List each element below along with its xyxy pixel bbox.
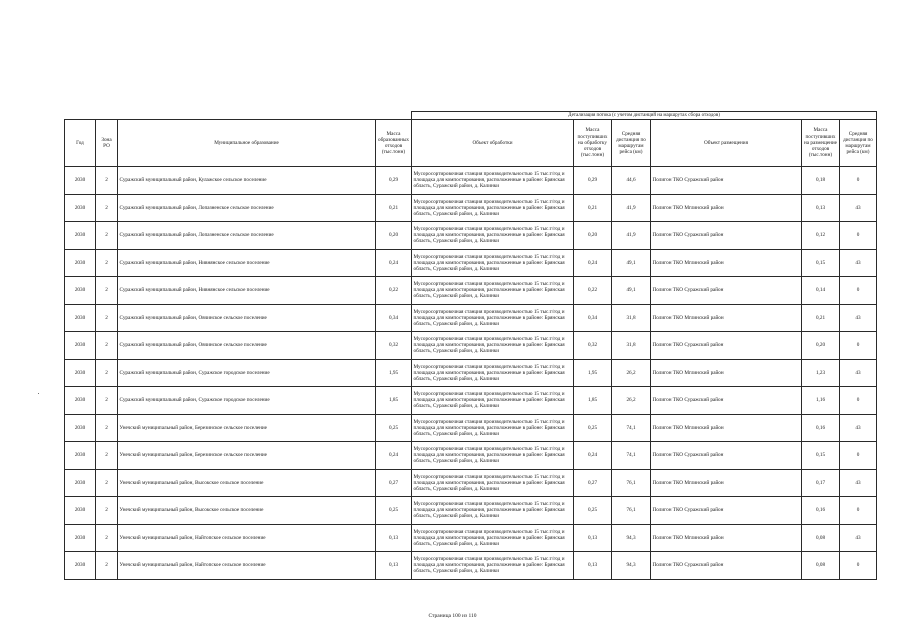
cell-avg-distance-placement: 0 — [840, 277, 877, 305]
cell-placement-object: Полигон ТКО Мглинский район — [651, 524, 802, 552]
cell-avg-distance-processing: 94,3 — [612, 524, 651, 552]
header-mass-to-processing: Масса поступивших на обработку отходов (тыс.тонн) — [574, 120, 612, 167]
cell-processing-object: Мусоросортировочная станция производительностью 15 тыс.т/год и площадка для компостирования, расположенные в районе: Брянская область, Суражский район, д. Калинки — [412, 277, 574, 305]
cell-municipality: Суражский муниципальный район, Овчинское сельское поселение — [118, 332, 376, 360]
cell-mass-generated: 0,21 — [376, 194, 412, 222]
cell-placement-object: Полигон ТКО Мглинский район — [651, 304, 802, 332]
cell-mass-generated: 0,13 — [376, 552, 412, 580]
header-avg-distance-placement: Средняя дистанция по маршрутам рейса (км) — [840, 120, 877, 167]
table-row — [65, 332, 877, 360]
cell-placement-object: Полигон ТКО Суражский район — [651, 167, 802, 195]
cell-avg-distance-processing: 74,1 — [612, 442, 651, 470]
cell-avg-distance-placement: 0 — [840, 387, 877, 415]
cell-municipality: Суражский муниципальный район, Суражское городское поселение — [118, 359, 376, 387]
header-avg-distance-processing: Средняя дистанция по маршрутам рейса (км) — [612, 120, 651, 167]
cell-avg-distance-processing: 31,8 — [612, 304, 651, 332]
cell-avg-distance-placement: 43 — [840, 524, 877, 552]
cell-municipality: Суражский муниципальный район, Суражское городское поселение — [118, 387, 376, 415]
cell-municipality: Унечский муниципальный район, Березинское сельское поселение — [118, 414, 376, 442]
cell-placement-object: Полигон ТКО Мглинский район — [651, 249, 802, 277]
cell-processing-object: Мусоросортировочная станция производительностью 15 тыс.т/год и площадка для компостирования, расположенные в районе: Брянская область, Суражский район, д. Калинки — [412, 442, 574, 470]
cell-avg-distance-placement: 0 — [840, 332, 877, 360]
cell-year: 2030 — [65, 524, 96, 552]
cell-mass-to-placement: 0,20 — [802, 332, 840, 360]
cell-zone: 2 — [96, 304, 118, 332]
cell-placement-object: Полигон ТКО Мглинский район — [651, 469, 802, 497]
cell-mass-to-placement: 0,16 — [802, 497, 840, 525]
table-row — [65, 469, 877, 497]
header-zone: Зона РО — [96, 120, 118, 167]
cell-placement-object: Полигон ТКО Суражский район — [651, 222, 802, 250]
cell-mass-to-processing: 0,29 — [574, 167, 612, 195]
cell-municipality: Суражский муниципальный район, Лопазненское сельское поселение — [118, 194, 376, 222]
cell-avg-distance-processing: 44,6 — [612, 167, 651, 195]
cell-mass-generated: 0,27 — [376, 469, 412, 497]
cell-municipality: Унечский муниципальный район, Найтопское сельское поселение — [118, 552, 376, 580]
cell-avg-distance-processing: 49,1 — [612, 277, 651, 305]
cell-avg-distance-processing: 26,2 — [612, 387, 651, 415]
cell-processing-object: Мусоросортировочная станция производительностью 15 тыс.т/год и площадка для компостирования, расположенные в районе: Брянская область, Суражский район, д. Калинки — [412, 469, 574, 497]
cell-municipality: Унечский муниципальный район, Березинское сельское поселение — [118, 442, 376, 470]
cell-processing-object: Мусоросортировочная станция производительностью 15 тыс.т/год и площадка для компостирования, расположенные в районе: Брянская область, Суражский район, д. Калинки — [412, 414, 574, 442]
table-body — [65, 167, 877, 580]
cell-mass-to-processing: 0,25 — [574, 497, 612, 525]
cell-avg-distance-processing: 31,8 — [612, 332, 651, 360]
cell-placement-object: Полигон ТКО Мглинский район — [651, 414, 802, 442]
cell-mass-generated: 0,25 — [376, 414, 412, 442]
cell-placement-object: Полигон ТКО Суражский район — [651, 387, 802, 415]
cell-avg-distance-placement: 43 — [840, 414, 877, 442]
cell-year: 2030 — [65, 469, 96, 497]
header-placement-object: Объект размещения — [651, 120, 802, 167]
cell-zone: 2 — [96, 497, 118, 525]
cell-year: 2030 — [65, 332, 96, 360]
cell-year: 2030 — [65, 442, 96, 470]
cell-avg-distance-placement: 0 — [840, 552, 877, 580]
cell-mass-to-processing: 1,95 — [574, 359, 612, 387]
cell-avg-distance-placement: 0 — [840, 167, 877, 195]
cell-mass-to-processing: 0,13 — [574, 552, 612, 580]
cell-municipality: Унечский муниципальный район, Найтопское сельское поселение — [118, 524, 376, 552]
cell-mass-to-processing: 0,24 — [574, 442, 612, 470]
cell-mass-to-placement: 0,15 — [802, 442, 840, 470]
cell-placement-object: Полигон ТКО Суражский район — [651, 277, 802, 305]
cell-zone: 2 — [96, 469, 118, 497]
cell-mass-to-processing: 0,20 — [574, 222, 612, 250]
cell-placement-object: Полигон ТКО Суражский район — [651, 442, 802, 470]
cell-mass-to-processing: 0,25 — [574, 414, 612, 442]
table-row — [65, 497, 877, 525]
cell-mass-to-placement: 0,08 — [802, 524, 840, 552]
header-mass-to-placement: Масса поступивших на размещение отходов (тыс.тонн) — [802, 120, 840, 167]
table-row — [65, 442, 877, 470]
cell-avg-distance-processing: 41,9 — [612, 194, 651, 222]
cell-mass-to-processing: 0,32 — [574, 332, 612, 360]
cell-mass-to-processing: 0,21 — [574, 194, 612, 222]
table-row — [65, 167, 877, 195]
cell-mass-to-placement: 0,18 — [802, 167, 840, 195]
cell-mass-generated: 1,85 — [376, 387, 412, 415]
cell-year: 2030 — [65, 304, 96, 332]
cell-mass-to-processing: 1,85 — [574, 387, 612, 415]
page-footer: Страница 100 из 110 — [428, 613, 477, 619]
cell-mass-to-placement: 0,12 — [802, 222, 840, 250]
cell-avg-distance-placement: 0 — [840, 497, 877, 525]
cell-mass-to-placement: 0,15 — [802, 249, 840, 277]
cell-mass-to-placement: 1,16 — [802, 387, 840, 415]
header-processing-object: Объект обработки — [412, 120, 574, 167]
header-year: Год — [65, 120, 96, 167]
cell-placement-object: Полигон ТКО Мглинский район — [651, 194, 802, 222]
cell-avg-distance-processing: 41,9 — [612, 222, 651, 250]
cell-mass-generated: 0,34 — [376, 304, 412, 332]
cell-mass-to-processing: 0,34 — [574, 304, 612, 332]
cell-processing-object: Мусоросортировочная станция производительностью 15 тыс.т/год и площадка для компостирования, расположенные в районе: Брянская область, Суражский район, д. Калинки — [412, 304, 574, 332]
scan-speck — [38, 393, 39, 394]
cell-avg-distance-processing: 76,1 — [612, 469, 651, 497]
cell-municipality: Суражский муниципальный район, Лопазненское сельское поселение — [118, 222, 376, 250]
cell-processing-object: Мусоросортировочная станция производительностью 15 тыс.т/год и площадка для компостирования, расположенные в районе: Брянская область, Суражский район, д. Калинки — [412, 194, 574, 222]
cell-year: 2030 — [65, 222, 96, 250]
cell-mass-to-processing: 0,22 — [574, 277, 612, 305]
cell-avg-distance-placement: 43 — [840, 249, 877, 277]
cell-mass-to-placement: 0,17 — [802, 469, 840, 497]
cell-mass-to-processing: 0,24 — [574, 249, 612, 277]
cell-placement-object: Полигон ТКО Суражский район — [651, 497, 802, 525]
cell-municipality: Унечский муниципальный район, Высокское сельское поселение — [118, 469, 376, 497]
table-row — [65, 194, 877, 222]
cell-mass-to-placement: 0,13 — [802, 194, 840, 222]
cell-zone: 2 — [96, 442, 118, 470]
cell-avg-distance-processing: 74,1 — [612, 414, 651, 442]
cell-municipality: Суражский муниципальный район, Нивнянское сельское поселение — [118, 277, 376, 305]
table-row — [65, 414, 877, 442]
cell-year: 2030 — [65, 552, 96, 580]
cell-avg-distance-placement: 0 — [840, 222, 877, 250]
cell-municipality: Суражский муниципальный район, Кулажское сельское поселение — [118, 167, 376, 195]
cell-mass-to-processing: 0,27 — [574, 469, 612, 497]
cell-year: 2030 — [65, 249, 96, 277]
cell-avg-distance-placement: 43 — [840, 469, 877, 497]
cell-mass-generated: 0,20 — [376, 222, 412, 250]
cell-municipality: Суражский муниципальный район, Нивнянское сельское поселение — [118, 249, 376, 277]
cell-year: 2030 — [65, 497, 96, 525]
cell-processing-object: Мусоросортировочная станция производительностью 15 тыс.т/год и площадка для компостирования, расположенные в районе: Брянская область, Суражский район, д. Калинки — [412, 524, 574, 552]
cell-avg-distance-processing: 49,1 — [612, 249, 651, 277]
cell-mass-generated: 0,32 — [376, 332, 412, 360]
cell-processing-object: Мусоросортировочная станция производительностью 15 тыс.т/год и площадка для компостирования, расположенные в районе: Брянская область, Суражский район, д. Калинки — [412, 552, 574, 580]
cell-avg-distance-processing: 94,3 — [612, 552, 651, 580]
cell-mass-to-placement: 1,23 — [802, 359, 840, 387]
cell-processing-object: Мусоросортировочная станция производительностью 15 тыс.т/год и площадка для компостирования, расположенные в районе: Брянская область, Суражский район, д. Калинки — [412, 249, 574, 277]
cell-processing-object: Мусоросортировочная станция производительностью 15 тыс.т/год и площадка для компостирования, расположенные в районе: Брянская область, Суражский район, д. Калинки — [412, 387, 574, 415]
cell-avg-distance-placement: 0 — [840, 442, 877, 470]
cell-year: 2030 — [65, 387, 96, 415]
cell-placement-object: Полигон ТКО Суражский район — [651, 552, 802, 580]
cell-year: 2030 — [65, 194, 96, 222]
table-row — [65, 222, 877, 250]
table-row — [65, 304, 877, 332]
header-mass-generated: Масса образованных отходов (тыс.тонн) — [376, 120, 412, 167]
cell-zone: 2 — [96, 167, 118, 195]
cell-zone: 2 — [96, 194, 118, 222]
cell-avg-distance-placement: 43 — [840, 194, 877, 222]
cell-year: 2030 — [65, 277, 96, 305]
cell-processing-object: Мусоросортировочная станция производительностью 15 тыс.т/год и площадка для компостирования, расположенные в районе: Брянская область, Суражский район, д. Калинки — [412, 497, 574, 525]
cell-zone: 2 — [96, 332, 118, 360]
cell-mass-generated: 0,29 — [376, 167, 412, 195]
cell-zone: 2 — [96, 277, 118, 305]
cell-mass-generated: 0,24 — [376, 249, 412, 277]
cell-processing-object: Мусоросортировочная станция производительностью 15 тыс.т/год и площадка для компостирования, расположенные в районе: Брянская область, Суражский район, д. Калинки — [412, 359, 574, 387]
cell-zone: 2 — [96, 359, 118, 387]
cell-mass-generated: 0,13 — [376, 524, 412, 552]
cell-mass-generated: 0,25 — [376, 497, 412, 525]
cell-zone: 2 — [96, 249, 118, 277]
table-row — [65, 387, 877, 415]
cell-placement-object: Полигон ТКО Суражский район — [651, 332, 802, 360]
cell-zone: 2 — [96, 414, 118, 442]
cell-year: 2030 — [65, 359, 96, 387]
flow-detail-table — [64, 111, 877, 580]
header-spacer — [65, 112, 412, 120]
table-row — [65, 277, 877, 305]
cell-processing-object: Мусоросортировочная станция производительностью 15 тыс.т/год и площадка для компостирования, расположенные в районе: Брянская область, Суражский район, д. Калинки — [412, 332, 574, 360]
cell-avg-distance-processing: 26,2 — [612, 359, 651, 387]
cell-mass-to-processing: 0,13 — [574, 524, 612, 552]
cell-municipality: Унечский муниципальный район, Высокское сельское поселение — [118, 497, 376, 525]
table-row — [65, 359, 877, 387]
table-caption: Детализация потока (с учетом дистанций на маршрутах сбора отходов) — [412, 112, 877, 120]
cell-municipality: Суражский муниципальный район, Овчинское сельское поселение — [118, 304, 376, 332]
cell-year: 2030 — [65, 414, 96, 442]
header-municipality: Муниципальное образование — [118, 120, 376, 167]
cell-year: 2030 — [65, 167, 96, 195]
cell-avg-distance-placement: 43 — [840, 359, 877, 387]
table-row — [65, 552, 877, 580]
cell-zone: 2 — [96, 524, 118, 552]
cell-zone: 2 — [96, 552, 118, 580]
cell-mass-to-placement: 0,08 — [802, 552, 840, 580]
table-row — [65, 524, 877, 552]
cell-mass-generated: 1,95 — [376, 359, 412, 387]
cell-processing-object: Мусоросортировочная станция производительностью 15 тыс.т/год и площадка для компостирования, расположенные в районе: Брянская область, Суражский район, д. Калинки — [412, 167, 574, 195]
cell-avg-distance-processing: 76,1 — [612, 497, 651, 525]
cell-mass-generated: 0,22 — [376, 277, 412, 305]
cell-zone: 2 — [96, 222, 118, 250]
cell-avg-distance-placement: 43 — [840, 304, 877, 332]
document-sheet — [64, 111, 873, 580]
cell-mass-generated: 0,24 — [376, 442, 412, 470]
cell-zone: 2 — [96, 387, 118, 415]
cell-mass-to-placement: 0,14 — [802, 277, 840, 305]
cell-mass-to-placement: 0,16 — [802, 414, 840, 442]
cell-placement-object: Полигон ТКО Мглинский район — [651, 359, 802, 387]
cell-processing-object: Мусоросортировочная станция производительностью 15 тыс.т/год и площадка для компостирования, расположенные в районе: Брянская область, Суражский район, д. Калинки — [412, 222, 574, 250]
table-row — [65, 249, 877, 277]
cell-mass-to-placement: 0,21 — [802, 304, 840, 332]
